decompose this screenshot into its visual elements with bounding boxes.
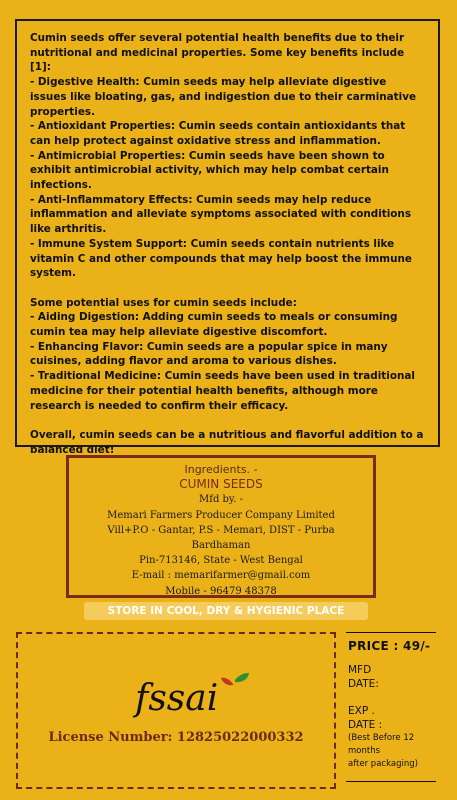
pricing-panel	[346, 632, 446, 782]
address-line: Bardhaman	[191, 540, 251, 552]
leaf-icon	[235, 673, 249, 682]
benefit-item: - Antimicrobial Properties: Cumin seeds have been shown to exhibit antimicrobial activity, which may help combat certain infections.	[30, 149, 389, 192]
use-item: - Traditional Medicine: Cumin seeds have been used in traditional medicine for their potential health benefits, although more research is needed to confirm their efficacy.	[30, 370, 415, 412]
fssai-logo	[131, 670, 251, 720]
mobile: Mobile - 96479 48378	[165, 585, 277, 597]
benefit-item: - Digestive Health: Cumin seeds may help alleviate digestive issues like bloating, gas, and indigestion due to their carminative properties.	[30, 76, 417, 118]
divider	[346, 632, 436, 633]
manufacturer-box	[66, 455, 376, 598]
benefit-item: - Anti-Inflammatory Effects: Cumin seeds may help reduce inflammation and alleviate symptoms associated with conditions like arthritis.	[30, 193, 412, 236]
address-line: Pin-713146, State - West Bengal	[139, 555, 303, 567]
price: PRICE : 49/-	[348, 639, 431, 653]
benefits-box	[15, 19, 440, 456]
use-item: - Enhancing Flavor: Cumin seeds are a popular spice in many cuisines, adding flavor and aroma to various dishes.	[30, 340, 388, 368]
best-before-note: after packaging)	[348, 759, 418, 769]
email: E-mail : memarifarmer@gmail.com	[131, 570, 311, 582]
exp-label: EXP .	[348, 705, 375, 717]
company-name: Memari Farmers Producer Company Limited	[107, 509, 335, 521]
fssai-logo-text: fssai	[135, 678, 219, 719]
ingredients-label: Ingredients. -	[184, 463, 258, 476]
address-line: Vill+P.O - Gantar, P.S - Memari, DIST - Purba	[107, 524, 335, 536]
use-item: - Aiding Digestion: Adding cumin seeds to meals or consuming cumin tea may help alleviate digestive discomfort.	[30, 311, 398, 339]
mfd-by-label: Mfd by. -	[199, 494, 243, 506]
benefit-item: - Antioxidant Properties: Cumin seeds contain antioxidants that can help protect against oxidative stress and inflammation.	[30, 120, 406, 147]
uses-intro: Some potential uses for cumin seeds include:	[30, 296, 297, 309]
leaf-icon	[221, 678, 233, 685]
exp-date-label: DATE :	[348, 719, 383, 731]
license-box	[16, 632, 336, 789]
product-name: CUMIN SEEDS	[179, 477, 263, 492]
license-number: License Number: 12825022000332	[48, 730, 304, 745]
mfd-label: MFD	[348, 664, 372, 676]
benefit-item: - Immune System Support: Cumin seeds contain nutrients like vitamin C and other compounds that may help boost the immune system.	[30, 237, 412, 280]
conclusion: Overall, cumin seeds can be a nutritious and flavorful addition to a balanced diet!	[30, 428, 424, 456]
storage-banner: STORE IN COOL, DRY & HYGIENIC PLACE	[84, 602, 368, 620]
benefits-intro: Cumin seeds offer several potential health benefits due to their nutritional and medicinal properties. Some key benefits include [1]:	[30, 32, 405, 74]
divider	[346, 781, 436, 782]
best-before-note: (Best Before 12 months	[348, 733, 415, 756]
mfd-date-label: DATE:	[348, 678, 379, 690]
